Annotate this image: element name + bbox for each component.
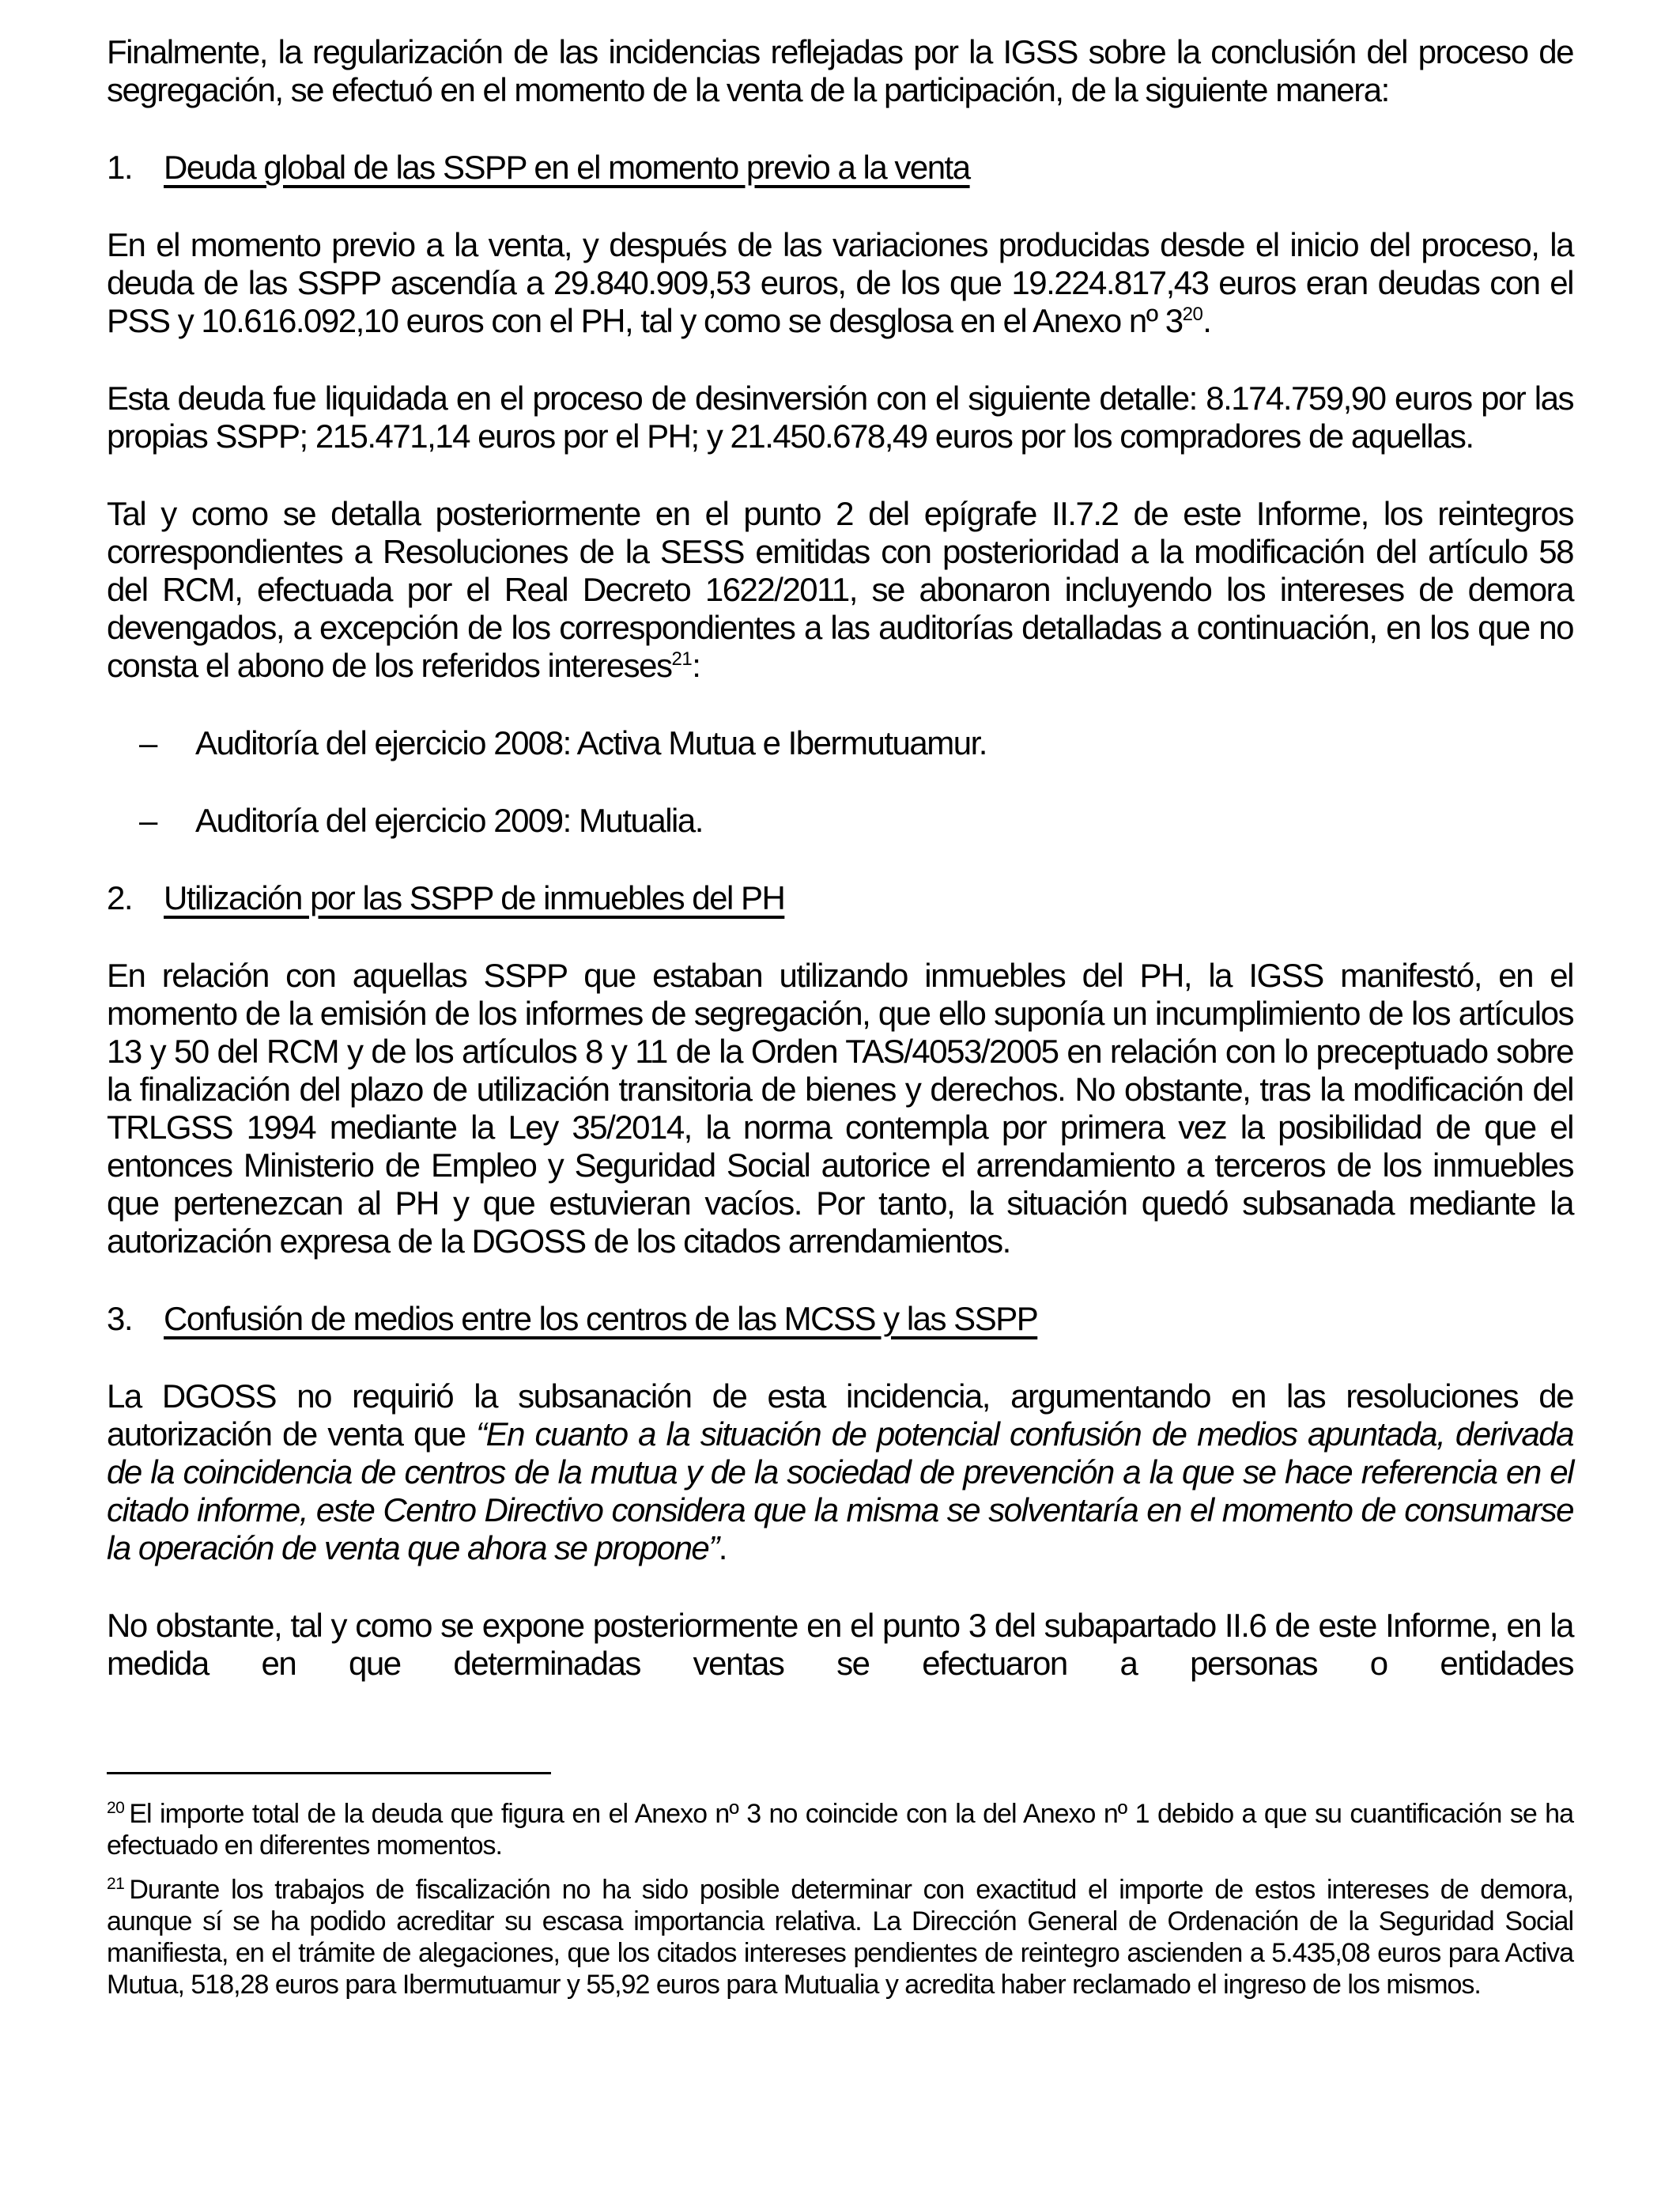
footnote-21: [107, 1874, 1573, 2000]
paragraph-deuda-global: [107, 226, 1573, 340]
footnote-20-marker: 20: [107, 1799, 125, 1817]
list-item-auditoria-2009: [107, 802, 1573, 840]
paragraph-reintegros: [107, 495, 1573, 685]
paragraph-intro: Finalmente, la regularización de las incidencias reflejadas por la IGSS sobre la conclusión del proceso de segregación, se efectuó en el momento de la venta de la participación, de la siguiente manera:: [107, 33, 1573, 108]
list-item-auditoria-2009-text: Auditoría del ejercicio 2009: Mutualia.: [195, 802, 703, 839]
paragraph-dgoss-quote-lead: La DGOSS no requirió la subsanación de esta incidencia, argumentando en las resoluciones de autorización de venta que: [107, 1377, 1573, 1453]
paragraph-inmuebles: En relación con aquellas SSPP que estaban utilizando inmuebles del PH, la IGSS manifestó, en el momento de la emisión de los informes de segregación, que ello suponía un incumplimiento de los artículos 13 y 50 del RCM y de los artículos 8 y 11 de la Orden TAS/4053/2005 en relación con lo preceptuado sobre la finalización del plazo de utilización transitoria de bienes y derechos. No obstante, tras la modificación del TRLGSS 1994 mediante la Ley 35/2014, la norma contempla por primera vez la posibilidad de que el entonces Ministerio de Empleo y Seguridad Social autorice el arrendamiento a terceros de los inmuebles que pertenezcan al PH y que estuvieran vacíos. Por tanto, la situación quedó subsanada mediante la autorización expresa de la DGOSS de los citados arrendamientos.: [107, 957, 1573, 1260]
section2-heading: [107, 879, 1573, 917]
section1-heading: [107, 149, 1573, 187]
paragraph-dgoss-quote-period: .: [718, 1529, 727, 1566]
section2-heading-number: 2.: [107, 879, 133, 916]
section2-heading-title: Utilización por las SSPP de inmuebles del PH: [164, 879, 785, 916]
section3-heading: [107, 1300, 1573, 1338]
section1-heading-number: 1.: [107, 149, 133, 186]
section3-heading-title: Confusión de medios entre los centros de las MCSS y las SSPP: [164, 1300, 1038, 1337]
bullet-dash-icon: –: [139, 802, 157, 839]
footnote-separator: [107, 1772, 551, 1774]
list-item-auditoria-2008-text: Auditoría del ejercicio 2008: Activa Mutua e Ibermutuamur.: [195, 724, 987, 761]
paragraph-no-obstante: No obstante, tal y como se expone posteriormente en el punto 3 del subapartado II.6 de este Informe, en la medida en que determinadas ventas se efectuaron a personas o entidades: [107, 1607, 1573, 1682]
paragraph-deuda-global-text: En el momento previo a la venta, y después de las variaciones producidas desde el inicio del proceso, la deuda de las SSPP ascendía a 29.840.909,53 euros, de los que 19.224.817,43 euros eran deudas con el PSS y 10.616.092,10 euros con el PH, tal y como se desglosa en el Anexo nº 3: [107, 226, 1573, 339]
footnote-21-text: Durante los trabajos de fiscalización no ha sido posible determinar con exactitud el importe de estos intereses de demora, aunque sí se ha podido acreditar su escasa importancia relativa. La Dirección General de Ordenación de la Seguridad Social manifiesta, en el trámite de alegaciones, que los citados intereses pendientes de reintegro ascienden a 5.435,08 euros para Activa Mutua, 518,28 euros para Ibermutuamur y 55,92 euros para Mutualia y acredita haber reclamado el ingreso de los mismos.: [107, 1875, 1573, 2000]
section3-heading-number: 3.: [107, 1300, 133, 1337]
footnote-20-text: El importe total de la deuda que figura en el Anexo nº 3 no coincide con la del Anexo nº 1 debido a que su cuantificación se ha efectuado en diferentes momentos.: [107, 1799, 1573, 1861]
paragraph-dgoss-quote-italic: “En cuanto a la situación de potencial confusión de medios apuntada, derivada de la coincidencia de centros de la mutua y de la sociedad de prevención a la que se hace referencia en el citado informe, este Centro Directivo considera que la misma se solventaría en el momento de consumarse la operación de venta que ahora se propone”: [107, 1415, 1573, 1566]
section1-heading-title: Deuda global de las SSPP en el momento previo a la venta: [164, 149, 970, 186]
bullet-dash-icon: –: [139, 724, 157, 761]
paragraph-deuda-liquidada: Esta deuda fue liquidada en el proceso de desinversión con el siguiente detalle: 8.174.759,90 euros por las propias SSPP; 215.471,14 euros por el PH; y 21.450.678,49 euros por los compradores de aquellas.: [107, 380, 1573, 455]
paragraph-dgoss-quote: [107, 1377, 1573, 1567]
paragraph-reintegros-colon: :: [692, 647, 700, 684]
footnote-21-marker: 21: [107, 1875, 125, 1893]
footnote-20: [107, 1798, 1573, 1861]
list-item-auditoria-2008: [107, 724, 1573, 762]
paragraph-reintegros-text: Tal y como se detalla posteriormente en el punto 2 del epígrafe II.7.2 de este Informe, los reintegros correspondientes a Resoluciones de la SESS emitidas con posterioridad a la modificación del artículo 58 del RCM, efectuada por el Real Decreto 1622/2011, se abonaron incluyendo los intereses de demora devengados, a excepción de los correspondientes a las auditorías detalladas a continuación, en los que no consta el abono de los referidos intereses: [107, 495, 1573, 684]
footnote-ref-21: 21: [671, 648, 693, 670]
paragraph-deuda-global-period: .: [1202, 302, 1211, 339]
footnote-ref-20: 20: [1182, 304, 1203, 325]
